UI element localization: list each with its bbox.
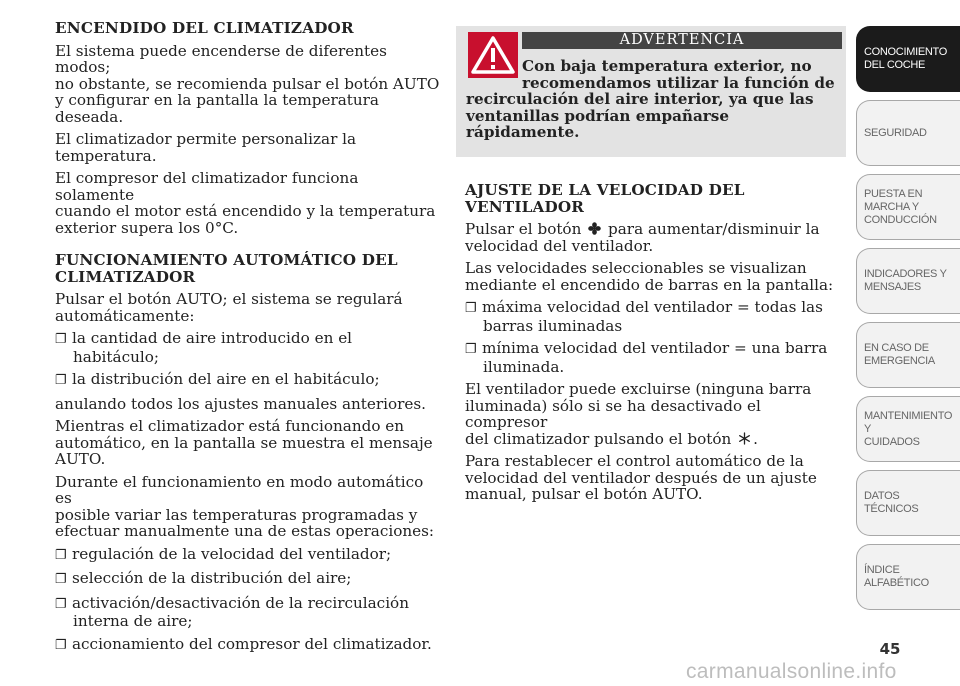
left-column bbox=[55, 20, 440, 660]
heading-funcionamiento: FUNCIONAMIENTO AUTOMÁTICO DEL CLIMATIZADOR bbox=[55, 251, 398, 286]
list-item: ❐ accionamiento del compresor del climatizador. bbox=[55, 634, 432, 653]
checkbox-bullet-icon: ❐ bbox=[55, 373, 67, 388]
watermark: carmanualsonline.info bbox=[686, 660, 897, 683]
list-item: ❐ mínima velocidad del ventilador = una barra iluminada. bbox=[465, 339, 828, 376]
tab-mantenimiento-y-cuidados[interactable]: MANTENIMIENTO Y CUIDADOS bbox=[856, 396, 960, 462]
checkbox-bullet-icon: ❐ bbox=[55, 637, 67, 653]
right-column bbox=[465, 182, 845, 509]
snowflake-icon bbox=[738, 432, 751, 445]
heading-encendido: ENCENDIDO DEL CLIMATIZADOR bbox=[55, 19, 354, 37]
checkbox-bullet-icon: ❐ bbox=[465, 301, 477, 316]
list-item: ❐ selección de la distribución del aire; bbox=[55, 569, 352, 587]
tab-datos-tecnicos[interactable]: DATOS TÉCNICOS bbox=[856, 470, 960, 536]
list-item: ❐ la distribución del aire en el habitáculo; bbox=[55, 370, 380, 388]
paragraph-mensaje: Mientras el climatizador está funcionando en automático, en la pantalla se muestra el mensaje AUTO. bbox=[55, 417, 433, 468]
list-item: ❐ máxima velocidad del ventilador = todas las barras iluminadas bbox=[465, 298, 823, 335]
tab-indice-alfabetico[interactable]: ÍNDICE ALFABÉTICO bbox=[856, 544, 960, 610]
page-number: 45 bbox=[879, 640, 901, 658]
paragraph-personalizar: El climatizador permite personalizar la temperatura. bbox=[55, 130, 357, 165]
tab-en-caso-de-emergencia[interactable]: EN CASO DE EMERGENCIA bbox=[856, 322, 960, 388]
paragraph-excluirse: El ventilador puede excluirse (ninguna barra iluminada) sólo si se ha desactivado el compresor del climatizador pulsando el botón . bbox=[465, 380, 812, 448]
paragraph-auto: Pulsar el botón AUTO; el sistema se regulará automáticamente: bbox=[55, 290, 403, 325]
paragraph-operaciones: Durante el funcionamiento en modo automático es posible variar las temperaturas programadas y efectuar manualmente una de estas operaciones: bbox=[55, 472, 435, 540]
paragraph-velocidades: Las velocidades seleccionables se visualizan mediante el encendido de barras en la pantalla: bbox=[465, 259, 834, 294]
paragraph-modos: El sistema puede encenderse de diferentes modos; no obstante, se recomienda pulsar el botón AUTO y configurar en la pantalla la temperatura deseada. bbox=[55, 41, 440, 126]
checkbox-bullet-icon: ❐ bbox=[55, 547, 67, 563]
warning-box bbox=[456, 26, 846, 157]
checkbox-bullet-icon: ❐ bbox=[55, 332, 67, 347]
warning-title: ADVERTENCIA bbox=[522, 32, 842, 49]
tab-conocimiento-del-coche[interactable]: CONOCIMIENTO DEL COCHE bbox=[856, 26, 960, 92]
fan-icon bbox=[588, 222, 601, 235]
checkbox-bullet-icon: ❐ bbox=[55, 596, 67, 612]
paragraph-anulando: anulando todos los ajustes manuales anteriores. bbox=[55, 394, 427, 413]
tab-puesta-en-marcha[interactable]: PUESTA EN MARCHA Y CONDUCCIÓN bbox=[856, 174, 960, 240]
paragraph-restablecer: Para restablecer el control automático de la velocidad del ventilador después de un ajuste manual, pulsar el botón AUTO. bbox=[465, 452, 817, 503]
heading-ajuste-ventilador: AJUSTE DE LA VELOCIDAD DEL VENTILADOR bbox=[465, 181, 745, 216]
tab-indicadores-y-mensajes[interactable]: INDICADORES Y MENSAJES bbox=[856, 248, 960, 314]
list-item: ❐ regulación de la velocidad del ventilador; bbox=[55, 544, 392, 563]
checkbox-bullet-icon: ❐ bbox=[465, 342, 477, 357]
paragraph-compresor: El compresor del climatizador funciona solamente cuando el motor está encendido y la temperatura exterior supera los 0°C. bbox=[55, 169, 436, 237]
tab-seguridad[interactable]: SEGURIDAD bbox=[856, 100, 960, 166]
paragraph-pulsar-boton: Pulsar el botón para aumentar/disminuir la velocidad del ventilador. bbox=[465, 220, 820, 255]
list-item: ❐ activación/desactivación de la recirculación interna de aire; bbox=[55, 593, 409, 630]
warning-text: Con baja temperatura exterior, no recomendamos utilizar la función de recirculación del aire interior, ya que las ventanillas podrían empañarse rápidamente. bbox=[466, 57, 835, 142]
checkbox-bullet-icon: ❐ bbox=[55, 572, 67, 587]
list-item: ❐ la cantidad de aire introducido en el habitáculo; bbox=[55, 329, 353, 366]
